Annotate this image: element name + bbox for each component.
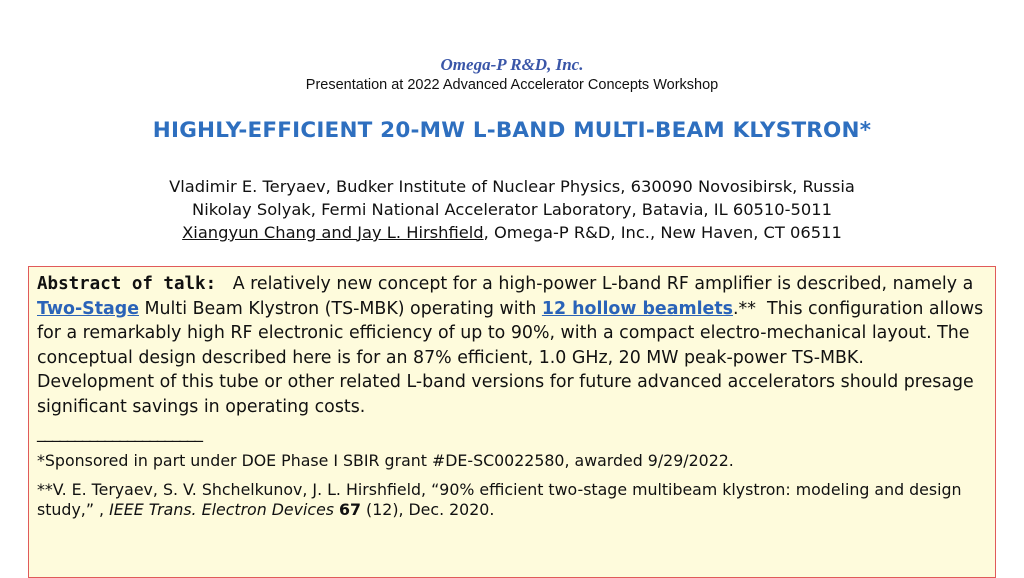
- reference-issue-date: (12), Dec. 2020.: [361, 500, 495, 519]
- footnote-reference: [37, 480, 985, 521]
- author-affiliation: , Omega-P R&D, Inc., New Haven, CT 06511: [483, 223, 842, 242]
- abstract-text: [37, 272, 989, 419]
- page-title: HIGHLY-EFFICIENT 20-MW L-BAND MULTI-BEAM KLYSTRON*: [152, 118, 872, 143]
- abstract-box: [28, 266, 996, 578]
- abstract-part-1: A relatively new concept for a high-power L-band RF amplifier is described, namely a: [216, 274, 979, 294]
- company-name: Omega-P R&D, Inc.: [440, 55, 584, 74]
- author-chang: Xiangyun Chang: [182, 223, 317, 242]
- abstract-part-2: Multi Beam Klystron (TS-MBK) operating with: [139, 298, 542, 319]
- footnote-divider: ______________________: [37, 423, 202, 443]
- hollow-beamlets-link[interactable]: 12 hollow beamlets: [541, 298, 733, 319]
- author-line-1: Vladimir E. Teryaev, Budker Institute of Nuclear Physics, 630090 Novosibirsk, Russia: [169, 177, 855, 196]
- author-and: and: [316, 223, 358, 242]
- author-line-3: [0, 221, 1024, 244]
- venue-line: Presentation at 2022 Advanced Accelerator Concepts Workshop: [305, 77, 719, 93]
- abstract-part-3: .** This configuration allows for a remarkably high RF electronic efficiency of up to 90%, with a compact electro-mechanical layout. The conceptual design described here is for an 87% efficient, 1.0 GHz, 20 MW peak-power TS-MBK. Development of this tube or other related L-band versions for future advanced accelerators should presage significant savings in operating costs.: [37, 298, 989, 417]
- two-stage-link[interactable]: Two-Stage: [37, 298, 139, 319]
- footnote-sponsor: *Sponsored in part under DOE Phase I SBIR grant #DE-SC0022580, awarded 9/29/2022.: [37, 451, 734, 470]
- reference-journal: IEEE Trans. Electron Devices: [109, 500, 335, 519]
- authors-block: [0, 175, 1024, 244]
- author-line-2: Nikolay Solyak, Fermi National Accelerator Laboratory, Batavia, IL 60510-5011: [192, 200, 832, 219]
- author-hirshfield: Jay L. Hirshfield: [357, 223, 484, 242]
- reference-authors: **V. E. Teryaev, S. V. Shchelkunov, J. L. Hirshfield, “90% efficient two-stage multibeam klystron: modeling and design study,” ,: [37, 479, 962, 519]
- abstract-label: Abstract of talk:: [37, 274, 217, 294]
- reference-volume: 67: [339, 500, 362, 519]
